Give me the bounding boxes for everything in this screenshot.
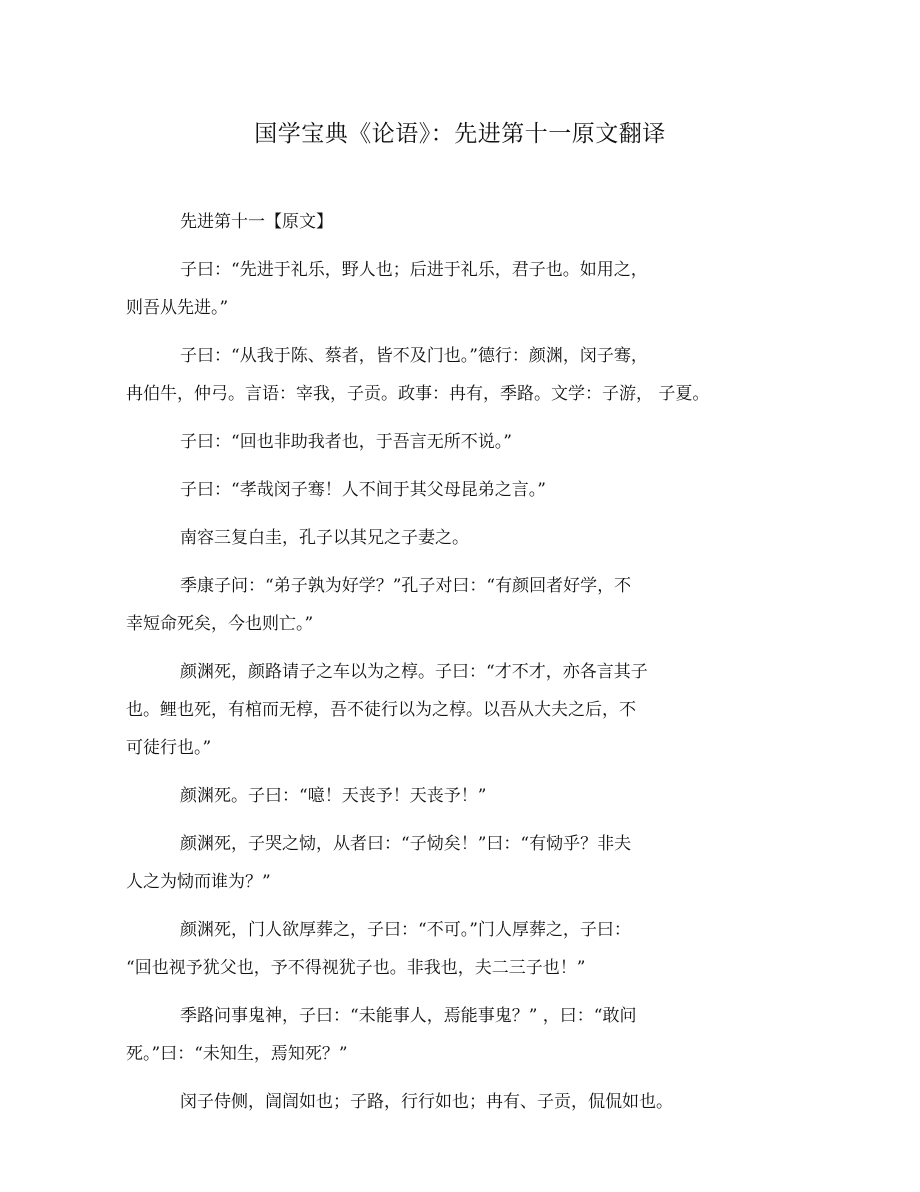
paragraph-line: 先进第十一【原文】	[180, 212, 333, 232]
paragraph-line: 颜渊死，子哭之恸，从者曰：“子恸矣！”曰：“有恸乎？非夫	[180, 834, 632, 854]
paragraph-line: 冉伯牛，仲弓。言语：宰我，子贡。政事：冉有，季路。文学：子游， 子夏。	[126, 384, 710, 404]
paragraph	[126, 567, 776, 643]
paragraph-line: 颜渊死。子曰：“噫！天丧予！天丧予！”	[180, 786, 487, 806]
paragraph	[126, 777, 776, 815]
paragraph-line: 季康子问：“弟子孰为好学？”孔子对曰：“有颜回者好学，不	[180, 576, 632, 596]
paragraph-line: 幸短命死矣，今也则亡。”	[126, 614, 314, 634]
paragraph-line: 死。”曰：“未知生，焉知死？”	[126, 1044, 348, 1064]
paragraph-line: 颜渊死，门人欲厚葬之，子曰：“不可。”门人厚葬之，子曰：	[180, 920, 631, 940]
paragraph	[126, 423, 776, 461]
paragraph	[126, 1083, 776, 1121]
paragraph-line: 可徒行也。”	[126, 738, 212, 758]
paragraph-line: 颜渊死，颜路请子之车以为之椁。子曰：“才不才，亦各言其子	[180, 662, 648, 682]
paragraph	[126, 653, 776, 767]
paragraph-line: 子曰：“从我于陈、蔡者，皆不及门也。”德行：颜渊，闵子骞，	[180, 346, 648, 366]
paragraph	[126, 825, 776, 901]
paragraph	[126, 519, 776, 557]
paragraph-line: 子曰：“孝哉闵子骞！人不间于其父母昆弟之言。”	[180, 480, 546, 500]
paragraph	[126, 251, 776, 327]
paragraph-line: 子曰：“先进于礼乐，野人也；后进于礼乐，君子也。如用之，	[180, 260, 648, 280]
paragraph-line: “回也视予犹父也，予不得视犹子也。非我也，夫二三子也！”	[126, 958, 586, 978]
paragraph-line: 季路问事鬼神，子曰：“未能事人，焉能事鬼？” ，曰：“敢问	[180, 1006, 637, 1026]
paragraph-line: 则吾从先进。”	[126, 298, 229, 318]
paragraph	[126, 911, 776, 987]
paragraph-line: 闵子侍侧，訚訚如也；子路，行行如也；冉有、子贡，侃侃如也。	[180, 1092, 673, 1112]
paragraph-line: 人之为恸而谁为？”	[126, 872, 271, 892]
paragraph	[126, 203, 776, 241]
document-title: 国学宝典《论语》：先进第十一原文翻译	[254, 121, 666, 147]
paragraph	[126, 997, 776, 1073]
paragraph-line: 子曰：“回也非助我者也，于吾言无所不说。”	[180, 432, 512, 452]
paragraph	[126, 337, 776, 413]
document-body	[126, 203, 776, 1131]
paragraph-line: 南容三复白圭，孔子以其兄之子妻之。	[180, 528, 469, 548]
paragraph-line: 也。鲤也死，有棺而无椁，吾不徒行以为之椁。以吾从大夫之后，不	[126, 700, 636, 720]
paragraph	[126, 471, 776, 509]
